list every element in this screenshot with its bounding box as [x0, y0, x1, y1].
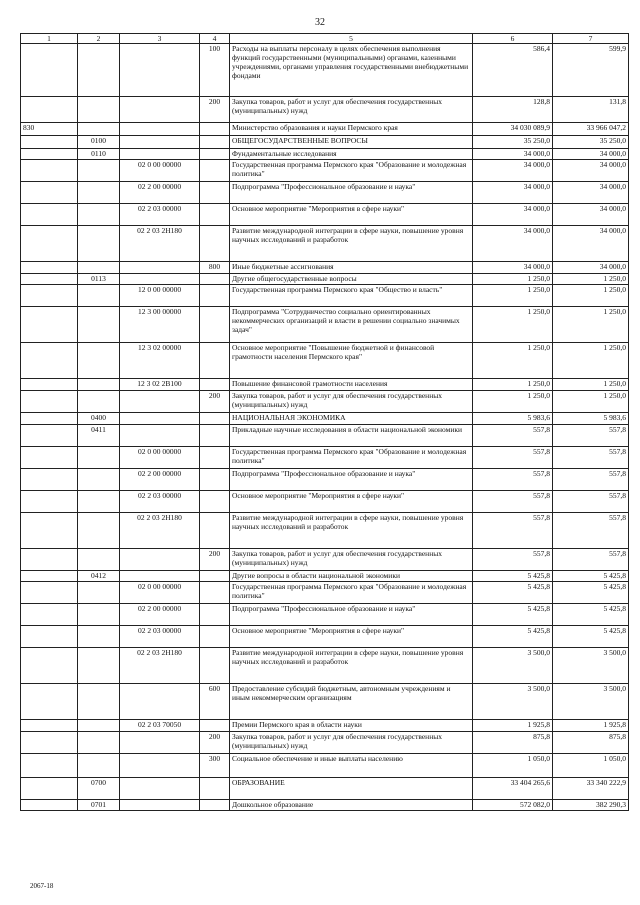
amount-2019-cell: 5 425,8	[473, 626, 553, 648]
section-cell	[21, 44, 78, 97]
subsection-cell	[78, 754, 120, 778]
table-row	[21, 307, 629, 343]
amount-2020-cell: 5 425,8	[553, 626, 629, 648]
amount-2019-cell: 557,8	[473, 469, 553, 491]
amount-2019-cell: 3 500,0	[473, 648, 553, 684]
amount-2019-cell: 5 425,8	[473, 582, 553, 604]
expense-type-cell	[200, 136, 230, 149]
subsection-cell	[78, 123, 120, 136]
expense-type-cell: 200	[200, 97, 230, 123]
amount-2019-cell: 34 000,0	[473, 182, 553, 204]
description-cell: Иные бюджетные ассигнования	[230, 262, 473, 274]
target-article-cell	[120, 262, 200, 274]
table-row	[21, 379, 629, 391]
subsection-cell	[78, 491, 120, 513]
target-article-cell	[120, 778, 200, 800]
target-article-cell	[120, 97, 200, 123]
expense-type-cell	[200, 343, 230, 379]
expense-type-cell	[200, 285, 230, 307]
section-cell	[21, 379, 78, 391]
amount-2020-cell: 1 925,8	[553, 720, 629, 732]
description-cell: Государственная программа Пермского края "Образование и молодежная политика"	[230, 160, 473, 182]
amount-2020-cell: 3 500,0	[553, 684, 629, 720]
target-article-cell	[120, 800, 200, 811]
amount-2019-cell: 557,8	[473, 447, 553, 469]
description-cell: Государственная программа Пермского края "Образование и молодежная политика"	[230, 447, 473, 469]
amount-2020-cell: 875,8	[553, 732, 629, 754]
expense-type-cell	[200, 571, 230, 582]
amount-2019-cell: 557,8	[473, 549, 553, 571]
header-cell: 1	[21, 34, 78, 44]
amount-2019-cell: 557,8	[473, 491, 553, 513]
amount-2020-cell: 35 250,0	[553, 136, 629, 149]
target-article-cell: 12 3 02 00000	[120, 343, 200, 379]
amount-2020-cell: 34 000,0	[553, 160, 629, 182]
amount-2020-cell: 1 050,0	[553, 754, 629, 778]
expense-type-cell: 100	[200, 44, 230, 97]
amount-2019-cell: 34 030 089,9	[473, 123, 553, 136]
description-cell: Подпрограмма "Профессиональное образование и наука"	[230, 604, 473, 626]
expense-type-cell	[200, 182, 230, 204]
target-article-cell	[120, 425, 200, 447]
target-article-cell	[120, 684, 200, 720]
table-row	[21, 582, 629, 604]
table-row	[21, 425, 629, 447]
description-cell: Основное мероприятие "Мероприятия в сфере науки"	[230, 491, 473, 513]
expense-type-cell	[200, 425, 230, 447]
subsection-cell	[78, 262, 120, 274]
subsection-cell: 0700	[78, 778, 120, 800]
section-cell	[21, 732, 78, 754]
target-article-cell: 02 0 00 00000	[120, 447, 200, 469]
subsection-cell: 0100	[78, 136, 120, 149]
subsection-cell	[78, 549, 120, 571]
amount-2020-cell: 5 425,8	[553, 582, 629, 604]
amount-2020-cell: 34 000,0	[553, 262, 629, 274]
section-cell	[21, 778, 78, 800]
description-cell: Развитие международной интеграции в сфере науки, повышение уровня научных исследований и разработок	[230, 513, 473, 549]
table-row	[21, 123, 629, 136]
header-cell: 3	[120, 34, 200, 44]
description-cell: ОБЩЕГОСУДАРСТВЕННЫЕ ВОПРОСЫ	[230, 136, 473, 149]
subsection-cell	[78, 226, 120, 262]
description-cell: Дошкольное образование	[230, 800, 473, 811]
description-cell: Расходы на выплаты персоналу в целях обеспечения выполнения функций государственными (муниципальными) органами, казенными учреждениями, органами управления государственными внебюджетными фондами	[230, 44, 473, 97]
section-cell	[21, 549, 78, 571]
target-article-cell: 02 2 03 00000	[120, 204, 200, 226]
header-cell: 7	[553, 34, 629, 44]
description-cell: Прикладные научные исследования в области национальной экономики	[230, 425, 473, 447]
document-code: 2067-18	[30, 882, 54, 890]
target-article-cell: 02 2 03 00000	[120, 626, 200, 648]
subsection-cell	[78, 469, 120, 491]
subsection-cell: 0411	[78, 425, 120, 447]
target-article-cell: 02 2 03 2Н180	[120, 226, 200, 262]
subsection-cell	[78, 447, 120, 469]
amount-2019-cell: 5 983,6	[473, 413, 553, 425]
section-cell	[21, 274, 78, 285]
section-cell	[21, 204, 78, 226]
amount-2020-cell: 557,8	[553, 447, 629, 469]
expense-type-cell: 300	[200, 754, 230, 778]
amount-2020-cell: 34 000,0	[553, 149, 629, 160]
target-article-cell: 02 2 03 00000	[120, 491, 200, 513]
table-row	[21, 626, 629, 648]
target-article-cell: 02 2 03 2Н180	[120, 648, 200, 684]
amount-2019-cell: 128,8	[473, 97, 553, 123]
expense-type-cell	[200, 204, 230, 226]
table-row	[21, 160, 629, 182]
amount-2019-cell: 5 425,8	[473, 604, 553, 626]
subsection-cell: 0701	[78, 800, 120, 811]
subsection-cell	[78, 582, 120, 604]
expense-type-cell	[200, 513, 230, 549]
expense-type-cell	[200, 274, 230, 285]
section-cell	[21, 800, 78, 811]
expense-type-cell	[200, 604, 230, 626]
table-row	[21, 149, 629, 160]
amount-2019-cell: 1 925,8	[473, 720, 553, 732]
amount-2020-cell: 557,8	[553, 513, 629, 549]
subsection-cell: 0110	[78, 149, 120, 160]
amount-2019-cell: 557,8	[473, 425, 553, 447]
table-row	[21, 447, 629, 469]
amount-2019-cell: 34 000,0	[473, 226, 553, 262]
expense-type-cell	[200, 491, 230, 513]
subsection-cell	[78, 732, 120, 754]
header-cell: 5	[230, 34, 473, 44]
expense-type-cell	[200, 226, 230, 262]
section-cell	[21, 754, 78, 778]
description-cell: Подпрограмма "Профессиональное образование и наука"	[230, 469, 473, 491]
table-row	[21, 800, 629, 811]
amount-2019-cell: 1 250,0	[473, 285, 553, 307]
table-row	[21, 684, 629, 720]
section-cell	[21, 425, 78, 447]
amount-2020-cell: 1 250,0	[553, 307, 629, 343]
expense-type-cell	[200, 648, 230, 684]
page-number: 32	[315, 17, 325, 28]
description-cell: Закупка товаров, работ и услуг для обеспечения государственных (муниципальных) нужд	[230, 391, 473, 413]
subsection-cell	[78, 720, 120, 732]
expense-type-cell	[200, 469, 230, 491]
section-cell	[21, 469, 78, 491]
target-article-cell	[120, 732, 200, 754]
target-article-cell: 12 3 02 2В100	[120, 379, 200, 391]
table-row	[21, 732, 629, 754]
target-article-cell	[120, 44, 200, 97]
target-article-cell	[120, 549, 200, 571]
table-row	[21, 720, 629, 732]
description-cell: Развитие международной интеграции в сфере науки, повышение уровня научных исследований и разработок	[230, 648, 473, 684]
section-cell	[21, 447, 78, 469]
amount-2020-cell: 33 340 222,9	[553, 778, 629, 800]
subsection-cell	[78, 379, 120, 391]
expense-type-cell	[200, 447, 230, 469]
target-article-cell	[120, 413, 200, 425]
amount-2020-cell: 5 425,8	[553, 604, 629, 626]
section-cell	[21, 513, 78, 549]
description-cell: НАЦИОНАЛЬНАЯ ЭКОНОМИКА	[230, 413, 473, 425]
description-cell: Закупка товаров, работ и услуг для обеспечения государственных (муниципальных) нужд	[230, 732, 473, 754]
section-cell	[21, 97, 78, 123]
expense-type-cell	[200, 379, 230, 391]
expense-type-cell: 200	[200, 549, 230, 571]
subsection-cell	[78, 160, 120, 182]
table-row	[21, 343, 629, 379]
description-cell: Основное мероприятие "Мероприятия в сфере науки"	[230, 626, 473, 648]
table-row	[21, 491, 629, 513]
section-cell	[21, 604, 78, 626]
section-cell	[21, 262, 78, 274]
table-header-row	[21, 34, 629, 44]
amount-2020-cell: 557,8	[553, 469, 629, 491]
section-cell	[21, 684, 78, 720]
description-cell: Государственная программа Пермского края "Образование и молодежная политика"	[230, 582, 473, 604]
amount-2019-cell: 1 250,0	[473, 391, 553, 413]
subsection-cell: 0400	[78, 413, 120, 425]
expense-type-cell	[200, 582, 230, 604]
table-row	[21, 604, 629, 626]
target-article-cell: 02 0 00 00000	[120, 160, 200, 182]
amount-2019-cell: 34 000,0	[473, 204, 553, 226]
table-row	[21, 513, 629, 549]
table-row	[21, 136, 629, 149]
expense-type-cell	[200, 123, 230, 136]
description-cell: Развитие международной интеграции в сфере науки, повышение уровня научных исследований и разработок	[230, 226, 473, 262]
amount-2020-cell: 1 250,0	[553, 274, 629, 285]
subsection-cell	[78, 182, 120, 204]
header-cell: 4	[200, 34, 230, 44]
subsection-cell	[78, 307, 120, 343]
amount-2020-cell: 1 250,0	[553, 379, 629, 391]
expense-type-cell	[200, 720, 230, 732]
expense-type-cell	[200, 778, 230, 800]
amount-2020-cell: 34 000,0	[553, 204, 629, 226]
description-cell: Закупка товаров, работ и услуг для обеспечения государственных (муниципальных) нужд	[230, 549, 473, 571]
section-cell	[21, 182, 78, 204]
table-row	[21, 754, 629, 778]
subsection-cell	[78, 626, 120, 648]
section-cell	[21, 149, 78, 160]
table-row	[21, 262, 629, 274]
section-cell	[21, 343, 78, 379]
subsection-cell	[78, 44, 120, 97]
amount-2020-cell: 34 000,0	[553, 182, 629, 204]
table-row	[21, 182, 629, 204]
amount-2020-cell: 1 250,0	[553, 391, 629, 413]
description-cell: Предоставление субсидий бюджетным, автономным учреждениям и иным некоммерческим организациям	[230, 684, 473, 720]
amount-2020-cell: 557,8	[553, 425, 629, 447]
expense-type-cell	[200, 160, 230, 182]
target-article-cell: 02 2 03 70050	[120, 720, 200, 732]
section-cell	[21, 626, 78, 648]
table-row	[21, 274, 629, 285]
description-cell: Основное мероприятие "Мероприятия в сфере науки"	[230, 204, 473, 226]
description-cell: Государственная программа Пермского края "Общество и власть"	[230, 285, 473, 307]
description-cell: Закупка товаров, работ и услуг для обеспечения государственных (муниципальных) нужд	[230, 97, 473, 123]
expense-type-cell: 200	[200, 391, 230, 413]
expense-type-cell: 600	[200, 684, 230, 720]
table-row	[21, 648, 629, 684]
subsection-cell	[78, 204, 120, 226]
expense-type-cell	[200, 626, 230, 648]
amount-2019-cell: 1 250,0	[473, 343, 553, 379]
subsection-cell	[78, 684, 120, 720]
expense-type-cell: 200	[200, 732, 230, 754]
table-row	[21, 204, 629, 226]
target-article-cell: 02 2 00 00000	[120, 604, 200, 626]
amount-2020-cell: 131,8	[553, 97, 629, 123]
table-row	[21, 44, 629, 97]
description-cell: ОБРАЗОВАНИЕ	[230, 778, 473, 800]
description-cell: Министерство образования и науки Пермского края	[230, 123, 473, 136]
description-cell: Другие общегосударственные вопросы	[230, 274, 473, 285]
amount-2020-cell: 599,9	[553, 44, 629, 97]
amount-2019-cell: 1 250,0	[473, 274, 553, 285]
target-article-cell	[120, 391, 200, 413]
subsection-cell	[78, 285, 120, 307]
section-cell	[21, 226, 78, 262]
target-article-cell: 02 2 00 00000	[120, 182, 200, 204]
amount-2019-cell: 557,8	[473, 513, 553, 549]
section-cell	[21, 413, 78, 425]
amount-2019-cell: 35 250,0	[473, 136, 553, 149]
table-row	[21, 413, 629, 425]
table-row	[21, 226, 629, 262]
amount-2020-cell: 3 500,0	[553, 648, 629, 684]
target-article-cell	[120, 123, 200, 136]
description-cell: Основное мероприятие "Повышение бюджетной и финансовой грамотности населения Пермского края"	[230, 343, 473, 379]
description-cell: Премии Пермского края в области науки	[230, 720, 473, 732]
amount-2020-cell: 5 425,8	[553, 571, 629, 582]
budget-table	[20, 33, 629, 811]
description-cell: Повышение финансовой грамотности населения	[230, 379, 473, 391]
amount-2019-cell: 5 425,8	[473, 571, 553, 582]
target-article-cell: 12 0 00 00000	[120, 285, 200, 307]
expense-type-cell	[200, 307, 230, 343]
amount-2019-cell: 34 000,0	[473, 262, 553, 274]
target-article-cell: 02 2 03 2Н180	[120, 513, 200, 549]
subsection-cell	[78, 648, 120, 684]
table-row	[21, 778, 629, 800]
section-cell	[21, 720, 78, 732]
table-row	[21, 391, 629, 413]
amount-2019-cell: 875,8	[473, 732, 553, 754]
amount-2019-cell: 3 500,0	[473, 684, 553, 720]
section-cell	[21, 285, 78, 307]
expense-type-cell: 800	[200, 262, 230, 274]
description-cell: Фундаментальные исследования	[230, 149, 473, 160]
target-article-cell: 02 2 00 00000	[120, 469, 200, 491]
section-cell	[21, 391, 78, 413]
table-row	[21, 571, 629, 582]
target-article-cell	[120, 149, 200, 160]
amount-2019-cell: 1 050,0	[473, 754, 553, 778]
table-row	[21, 549, 629, 571]
amount-2019-cell: 34 000,0	[473, 160, 553, 182]
subsection-cell: 0113	[78, 274, 120, 285]
description-cell: Социальное обеспечение и иные выплаты населению	[230, 754, 473, 778]
subsection-cell	[78, 391, 120, 413]
amount-2020-cell: 557,8	[553, 491, 629, 513]
section-cell	[21, 160, 78, 182]
subsection-cell	[78, 513, 120, 549]
description-cell: Подпрограмма "Профессиональное образование и наука"	[230, 182, 473, 204]
subsection-cell	[78, 97, 120, 123]
table-row	[21, 469, 629, 491]
section-cell: 830	[21, 123, 78, 136]
target-article-cell: 02 0 00 00000	[120, 582, 200, 604]
target-article-cell	[120, 571, 200, 582]
target-article-cell: 12 3 00 00000	[120, 307, 200, 343]
subsection-cell	[78, 604, 120, 626]
amount-2020-cell: 1 250,0	[553, 285, 629, 307]
amount-2019-cell: 572 082,0	[473, 800, 553, 811]
header-cell: 6	[473, 34, 553, 44]
expense-type-cell	[200, 413, 230, 425]
target-article-cell	[120, 274, 200, 285]
section-cell	[21, 491, 78, 513]
description-cell: Подпрограмма "Сотрудничество социально ориентированных некоммерческих организаций и власти в решении социально значимых задач"	[230, 307, 473, 343]
section-cell	[21, 136, 78, 149]
expense-type-cell	[200, 800, 230, 811]
amount-2020-cell: 34 000,0	[553, 226, 629, 262]
section-cell	[21, 571, 78, 582]
subsection-cell: 0412	[78, 571, 120, 582]
description-cell: Другие вопросы в области национальной экономики	[230, 571, 473, 582]
amount-2019-cell: 586,4	[473, 44, 553, 97]
table-row	[21, 97, 629, 123]
target-article-cell	[120, 754, 200, 778]
amount-2019-cell: 33 404 265,6	[473, 778, 553, 800]
amount-2019-cell: 1 250,0	[473, 379, 553, 391]
amount-2019-cell: 1 250,0	[473, 307, 553, 343]
amount-2020-cell: 33 966 047,2	[553, 123, 629, 136]
section-cell	[21, 582, 78, 604]
section-cell	[21, 307, 78, 343]
expense-type-cell	[200, 149, 230, 160]
amount-2020-cell: 557,8	[553, 549, 629, 571]
target-article-cell	[120, 136, 200, 149]
subsection-cell	[78, 343, 120, 379]
amount-2019-cell: 34 000,0	[473, 149, 553, 160]
amount-2020-cell: 382 290,3	[553, 800, 629, 811]
amount-2020-cell: 5 983,6	[553, 413, 629, 425]
section-cell	[21, 648, 78, 684]
header-cell: 2	[78, 34, 120, 44]
table-row	[21, 285, 629, 307]
amount-2020-cell: 1 250,0	[553, 343, 629, 379]
